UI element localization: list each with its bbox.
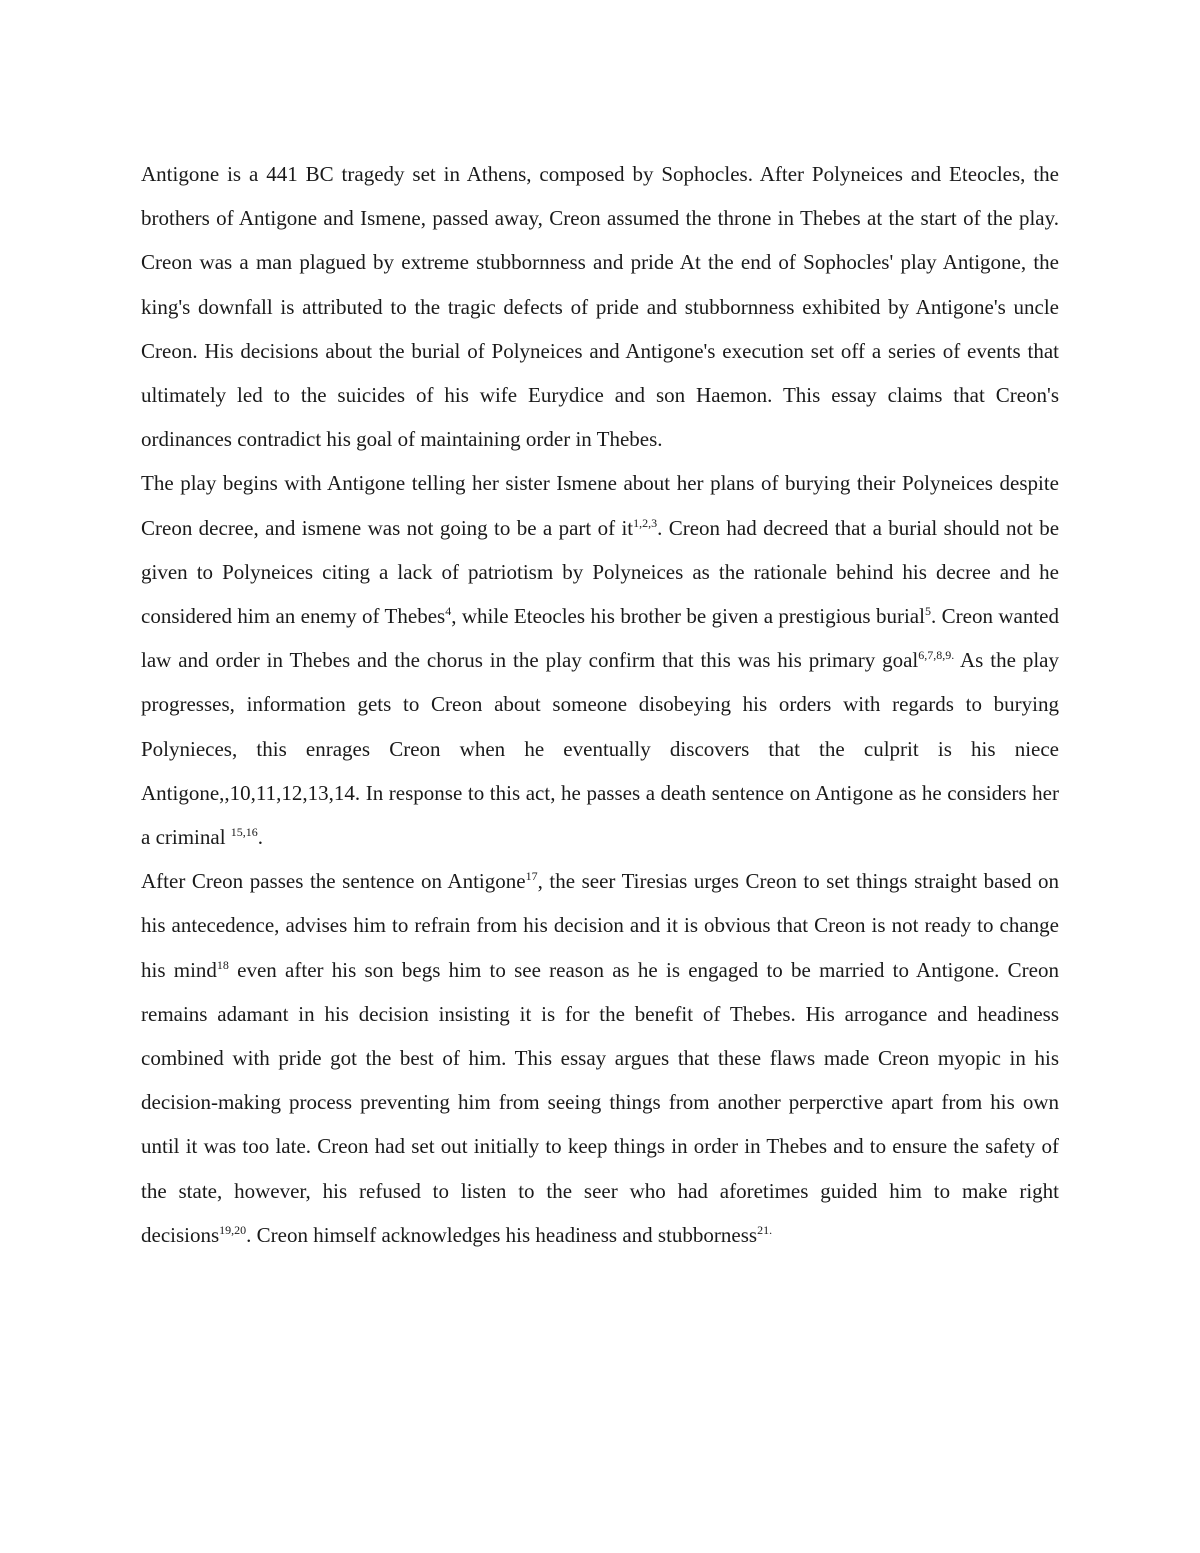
footnote-ref: 4 [445, 604, 452, 619]
footnote-ref: 19,20 [219, 1222, 247, 1237]
text-segment: As the play progresses, information gets to Creon about someone disobeying his orders with regards to burying Polynieces, this enrages Creon when he eventually discovers that the culprit is his niece Antigone,,10,11,12,13,14. In response to this act, he passes a death sentence on Antigone as he considers her a criminal [141, 648, 1059, 850]
text-segment: Antigone is a 441 BC tragedy set in Athens, composed by Sophocles. After Polyneices and Eteocles, the brothers of Antigone and Ismene, passed away, Creon assumed the throne in Thebes at the start of the play. Creon was a man plagued by extreme stubbornness and pride At the end of Sophocles' play Antigone, the king's downfall is attributed to the tragic defects of pride and stubbornness exhibited by Antigone's uncle Creon. His decisions about the burial of Polyneices and Antigone's execution set off a series of events that ultimately led to the suicides of his wife Eurydice and son Haemon. This essay claims that Creon's ordinances contradict his goal of maintaining order in Thebes. [141, 162, 1059, 452]
footnote-ref: 18 [216, 957, 229, 972]
paragraph-3 [141, 859, 1059, 1257]
footnote-ref: 1,2,3 [633, 515, 658, 530]
text-segment: , the seer Tiresias urges Creon to set things straight based on his antecedence, advises him to refrain from his decision and it is obvious that Creon is not ready to change his mind [141, 869, 1060, 982]
essay-body [141, 152, 1059, 1257]
footnote-ref: 21. [757, 1222, 773, 1237]
text-segment: . [257, 825, 264, 850]
text-segment: . Creon had decreed that a burial should not be given to Polyneices citing a lack of patriotism by Polyneices as the rationale behind his decree and he considered him an enemy of Thebes [141, 515, 1060, 629]
footnote-ref: 6,7,8,9. [918, 648, 955, 663]
footnote-ref: 17 [525, 869, 538, 884]
paragraph-2 [141, 461, 1059, 859]
footnote-ref: 15,16 [230, 825, 258, 840]
text-segment: , while Eteocles his brother be given a prestigious burial [451, 604, 925, 629]
text-segment: . Creon wanted law and order in Thebes and the chorus in the play confirm that this was his primary goal [141, 604, 1059, 673]
paragraph-1 [141, 152, 1059, 461]
footnote-ref: 5 [924, 604, 931, 619]
text-segment: The play begins with Antigone telling her sister Ismene about her plans of burying their Polyneices despite Creon decree, and ismene was not going to be a part of it [141, 471, 1059, 540]
text-segment: even after his son begs him to see reason as he is engaged to be married to Antigone. Creon remains adamant in his decision insisting it is for the benefit of Thebes. His arrogance and headiness combined with pride got the best of him. This essay argues that these flaws made Creon myopic in his decision-making process preventing him from seeing things from another perperctive apart from his own until it was too late. Creon had set out initially to keep things in order in Thebes and to ensure the safety of the state, however, his refused to listen to the seer who had aforetimes guided him to make right decisions [141, 957, 1059, 1247]
text-segment: . Creon himself acknowledges his headiness and stubborness [246, 1222, 758, 1247]
text-segment: After Creon passes the sentence on Antigone [141, 869, 526, 894]
